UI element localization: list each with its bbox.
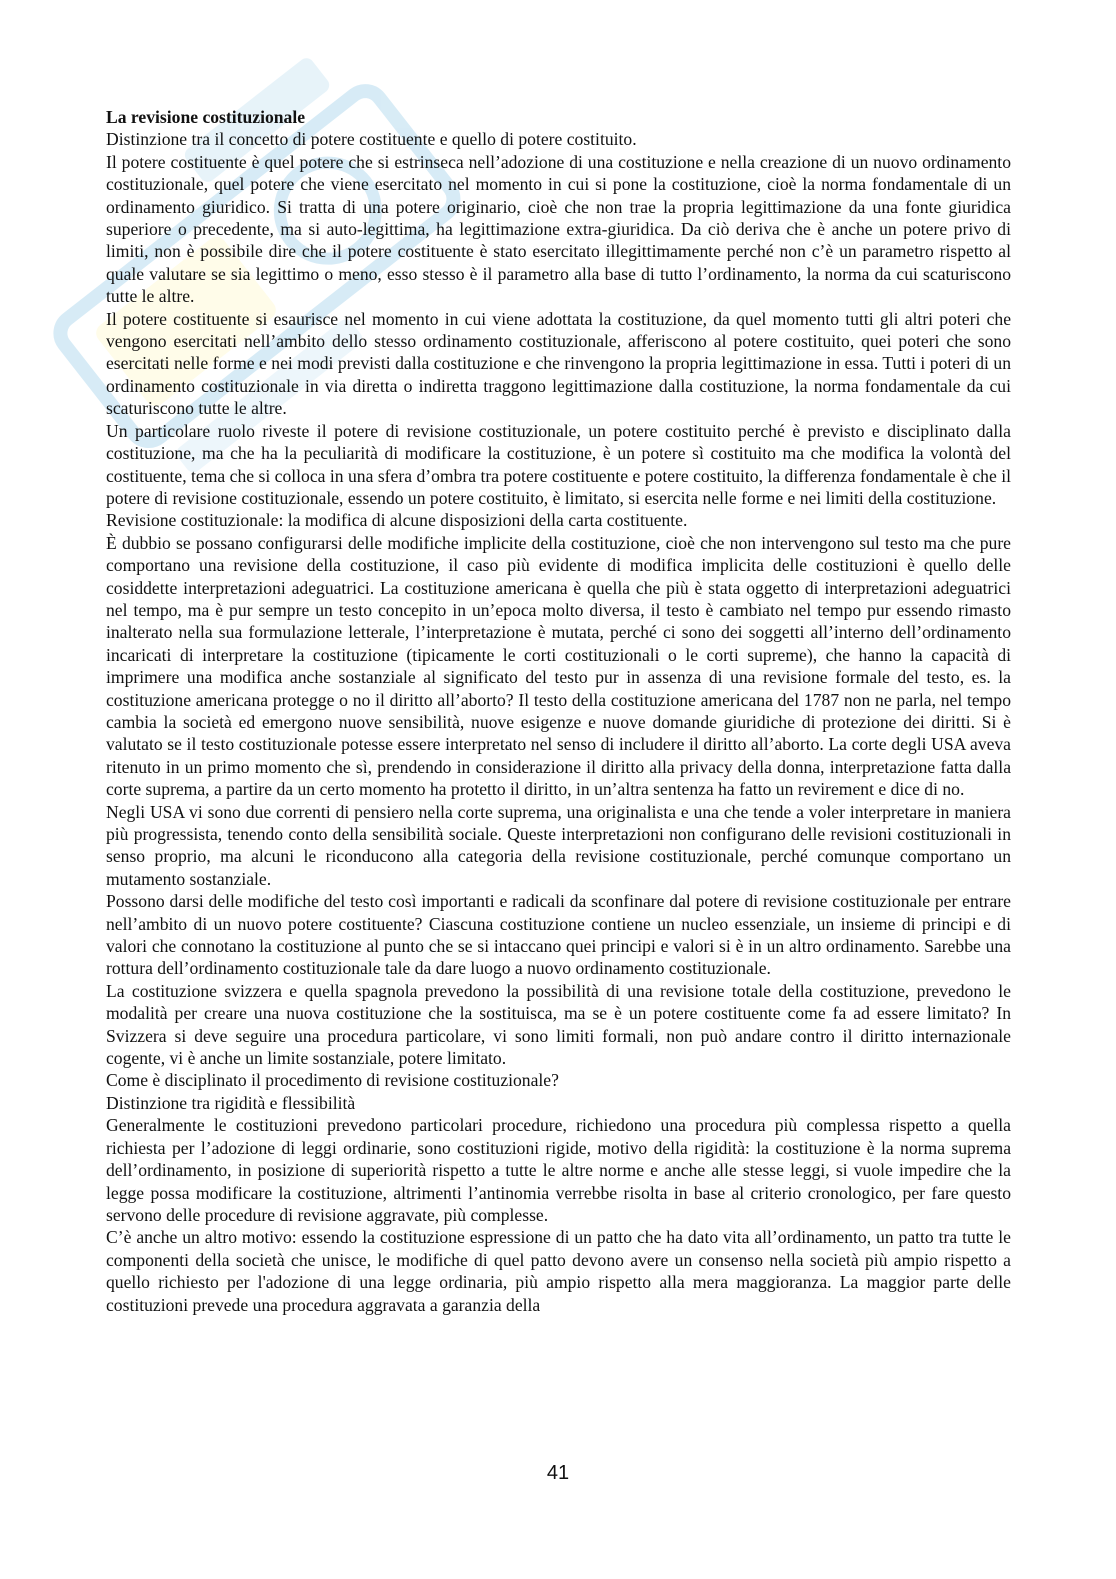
paragraph-3: Il potere costituente si esaurisce nel momento in cui viene adottata la costituzione, da quel momento tutti gli altri poteri che vengono esercitati nell’ambito dello stesso ordinamento costituzionale, afferiscono al potere costituito, quei poteri che sono esercitati nelle forme e nei modi previsti dalla costituzione e che rinvengono la propria legittimazione in essa. Tutti i poteri di un ordinamento costituzionale in via diretta o indiretta traggono legittimazione dalla costituzione, la norma fondamentale da cui scaturiscono tutte le altre. [106, 308, 1011, 419]
paragraph-5: Revisione costituzionale: la modifica di alcune disposizioni della carta costituente. [106, 510, 688, 531]
paragraph-1: Distinzione tra il concetto di potere costituente e quello di potere costituito. [106, 129, 637, 150]
paragraph-13: C’è anche un altro motivo: essendo la costituzione espressione di un patto che ha dato vita all’ordinamento, un patto tra tutte le componenti della società che unisce, le modifiche di quel patto devono avere un consenso nella società più ampio rispetto a quello richiesto per l'adozione di una legge ordinaria, più ampio rispetto alla mera maggioranza. La maggior parte delle costituzioni prevede una procedura aggravata a garanzia della [106, 1227, 1011, 1315]
document-body [106, 106, 1011, 1316]
page-number: 41 [546, 1462, 570, 1484]
paragraph-6: È dubbio se possano configurarsi delle modifiche implicite della costituzione, cioè che non intervengono sul testo ma che pure comportano una revisione della costituzione, il caso più evidente di modifica implicita delle costituzioni è quello delle cosiddette interpretazioni adeguatrici. La costituzione americana è quella che più è stata oggetto di interpretazioni adeguatrici nel tempo, ma è pur sempre un testo concepito in un’epoca molto diversa, il testo è cambiato nel tempo pur essendo rimasto inalterato nella sua formulazione letterale, l’interpretazione è mutata, perché ci sono dei soggetti all’interno dell’ordinamento incaricati di interpretare la costituzione (tipicamente le corti costituzionali o le corti supreme), che hanno la capacità di imprimere una modifica anche sostanziale al significato del testo pur in assenza di una revisione formale del testo, es. la costituzione americana protegge o no il diritto all’aborto? Il testo della costituzione americana del 1787 non ne parla, nel tempo cambia la società ed emergono nuove sensibilità, nuove esigenze e nuove domande giuridiche di protezione dei diritti. Si è valutato se il testo costituzionale potesse essere interpretato nel senso di includere il diritto all’aborto. La corte degli USA aveva ritenuto in un primo momento che sì, prendendo in considerazione il diritto alla privacy della donna, interpretazione fatta dalla corte suprema, a partire da un certo momento ha protetto il diritto, in un’altra sentenza ha fatto un revirement e dice di no. [106, 532, 1011, 800]
paragraph-10: Come è disciplinato il procedimento di revisione costituzionale? [106, 1070, 559, 1091]
paragraph-4: Un particolare ruolo riveste il potere di revisione costituzionale, un potere costituito perché è previsto e disciplinato dalla costituzione, ma che ha la peculiarità di modificare la costituzione, è un potere sì costituito ma che modifica la volontà del costituente, tema che si colloca in una sfera d’ombra tra potere costituente e potere costituito, la differenza fondamentale è che il potere di revisione costituzionale, essendo un potere costituito, è limitato, si esercita nelle forme e nei limiti della costituzione. [106, 420, 1011, 508]
paragraph-8: Possono darsi delle modifiche del testo così importanti e radicali da sconfinare dal potere di revisione costituzionale per entrare nell’ambito di un nuovo potere costituente? Ciascuna costituzione contiene un nucleo essenziale, un insieme di principi e di valori che connotano la costituzione al punto che se si intaccano quei principi e valori si è in un altro ordinamento. Sarebbe una rottura dell’ordinamento costituzionale tale da dare luogo a nuovo ordinamento costituzionale. [106, 891, 1011, 979]
document-title: La revisione costituzionale [106, 107, 306, 127]
paragraph-2: Il potere costituente è quel potere che si estrinseca nell’adozione di una costituzione e nella creazione di un nuovo ordinamento costituzionale, quel potere che viene esercitato nel momento in cui si pone la costituzione, cioè la norma fondamentale di un ordinamento giuridico. Si tratta di una potere originario, cioè che non trae la propria legittimazione da una fonte giuridica superiore o precedente, ma si auto-legittima, ha legittimazione extra-giuridica. Da ciò deriva che è anche un potere privo di limiti, non è possibile dire che il potere costituente è stato esercitato illegittimamente perché non c’è un parametro rispetto al quale valutare se sia legittimo o meno, esso stesso è il parametro alla base di tutto l’ordinamento, la norma da cui scaturiscono tutte le altre. [106, 151, 1011, 307]
paragraph-11: Distinzione tra rigidità e flessibilità [106, 1092, 356, 1113]
paragraph-7: Negli USA vi sono due correnti di pensiero nella corte suprema, una originalista e una che tende a voler interpretare in maniera più progressista, tenendo conto della sensibilità sociale. Queste interpretazioni non configurano delle revisioni costituzionali in senso proprio, ma alcuni le riconducono alla categoria della revisione costituzionale, perché comunque comportano un mutamento sostanziale. [106, 801, 1011, 889]
paragraph-9: La costituzione svizzera e quella spagnola prevedono la possibilità di una revisione totale della costituzione, prevedono le modalità per creare una nuova costituzione che la sostituisca, ma se è un potere costituente come fa ad essere limitato? In Svizzera si deve seguire una procedura particolare, vi sono limiti formali, non può andare contro il diritto internazionale cogente, vi è anche un limite sostanziale, potere limitato. [106, 980, 1011, 1069]
paragraph-12: Generalmente le costituzioni prevedono particolari procedure, richiedono una procedura più complessa rispetto a quella richiesta per l’adozione di leggi ordinarie, sono costituzioni rigide, motivo della rigidità: la costituzione è la norma suprema dell’ordinamento, in posizione di superiorità rispetto a tutte le altre norme e anche alle stesse leggi, si vuole impedire che la legge possa modificare la costituzione, altrimenti l’antinomia verrebbe risolta in base al criterio cronologico, per fare questo servono delle procedure di revisione aggravate, più complesse. [106, 1115, 1011, 1225]
